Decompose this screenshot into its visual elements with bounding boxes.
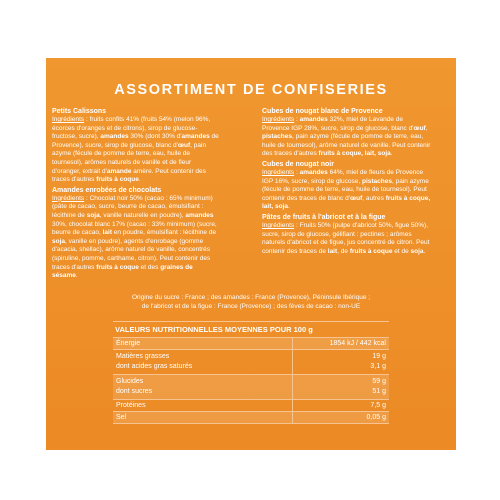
- nutrient-label: [113, 375, 293, 399]
- text-span: , pain azyme (fécule de pomme de terre, eau, huile de tournesol). Peut contenir des traces de blanc d': [262, 177, 429, 202]
- text-span: .: [390, 150, 393, 158]
- text-span: .: [423, 247, 426, 255]
- origin-line: Origine du sucre : France ; des amandes : France (Provence), Péninsule Ibérique ;: [131, 294, 371, 301]
- allergen: pistaches: [361, 177, 392, 185]
- text-span: .: [288, 203, 290, 211]
- section-title: Cubes de nougat noir: [262, 160, 334, 168]
- section-amandes: [52, 186, 220, 281]
- nutrient-value: [293, 350, 389, 374]
- origin-info: [96, 293, 406, 311]
- nutrient-label-main: Matières grasses: [116, 353, 170, 360]
- label-title: ASSORTIMENT DE CONFISERIES: [114, 82, 388, 98]
- allergen: amandes: [299, 168, 328, 176]
- nutrient-label-sub: dont acides gras saturés: [116, 363, 193, 370]
- text-span: .: [75, 272, 78, 280]
- nutrition-row-carbs: [113, 375, 389, 400]
- ingredients-text: [262, 169, 432, 212]
- allergen: amande: [106, 167, 132, 175]
- origin-line: de l'abricot et de la figue : France (Provence) ; des fèves de cacao : non-UE: [141, 303, 361, 310]
- ingredients-label: Ingrédients: [262, 116, 295, 123]
- ingredients-label: Ingrédients: [52, 194, 85, 202]
- section-nougat-noir: [262, 160, 432, 212]
- ingredients-label: Ingrédients: [262, 221, 295, 229]
- nutrient-label-main: Glucides: [116, 378, 144, 385]
- left-column: [52, 107, 220, 282]
- allergen: pistaches: [262, 133, 292, 141]
- nutrient-label: Énergie: [113, 338, 293, 349]
- text-span: amère. Peut contenir des traces d'autres: [52, 167, 206, 184]
- text-span: 30%, chocolat blanc 17% (cacao : 33% minimum) (sucre, beurre de cacao,: [52, 220, 217, 237]
- text-span: .: [138, 176, 141, 184]
- right-column: [262, 107, 432, 257]
- section-title: Cubes de nougat blanc de Provence: [262, 108, 383, 115]
- text-span: , de: [337, 247, 350, 255]
- text-span: : Fruits 50% (pulpe d'abricot 50%, figue 50%), sucre, sirop de glucose, gélifiant : pectines ; arômes naturels d'abricot et de figue, jus concentré de citron. Peut contenir des traces de: [262, 221, 430, 255]
- text-span: 30% (dont 30% d': [128, 133, 182, 141]
- confiserie-label: [46, 58, 456, 450]
- allergen: lait: [327, 247, 338, 255]
- nutrition-table: [113, 321, 389, 424]
- ingredients-label: Ingrédients: [52, 116, 85, 123]
- allergen: œuf: [413, 124, 426, 132]
- nutrient-value: 7,5 g: [370, 402, 386, 409]
- nutrition-row-energy: [113, 338, 389, 350]
- text-span: et des: [138, 263, 161, 271]
- text-span: , vanille naturelle en poudre),: [99, 211, 186, 219]
- nutrient-value: 1854 kJ / 442 kcal: [329, 340, 386, 347]
- allergen: amandes: [100, 133, 129, 141]
- section-nougat-blanc: [262, 107, 432, 159]
- text-span: , autres: [362, 194, 386, 202]
- text-span: , pain azyme (fécule de pomme de terre, eau, huile de tournesol), arômes naturels de vanille et de fleur d'oranger, extrait d': [52, 141, 207, 175]
- text-span: et de: [392, 247, 411, 255]
- nutrient-value: 0,05 g: [366, 414, 386, 421]
- nutrient-value-main: 59 g: [372, 378, 386, 385]
- nutrient-value-sub: 51 g: [372, 388, 386, 395]
- ingredients-text: [262, 222, 432, 256]
- nutrient-label-sub: dont sucres: [116, 388, 153, 395]
- allergen: graines de sésame: [52, 263, 193, 280]
- allergen: œuf: [349, 194, 363, 202]
- ingredients-text: [52, 195, 220, 281]
- nutrient-label: Sel: [113, 412, 293, 423]
- ingredients-label: Ingrédients: [262, 168, 295, 176]
- ingredients-text: [52, 116, 220, 185]
- text-span: :: [294, 116, 300, 123]
- nutrient-value-main: 19 g: [372, 353, 386, 360]
- allergen: fruits à coque: [96, 176, 139, 184]
- section-title: Pâtes de fruits à l'abricot et à la figue: [262, 213, 386, 221]
- allergen: soja: [410, 247, 424, 255]
- text-span: : fruits confits 41% (fruits 54% (melon 96%, écorces d'oranges et de citrons), sirop de glucose-fructose, sucre),: [52, 116, 211, 141]
- section-title: Amandes enrobées de chocolats: [52, 186, 162, 194]
- allergen: soja: [52, 237, 66, 245]
- section-pates-de-fruits: [262, 213, 432, 256]
- text-span: de Provence), sucre, sirop de glucose, blanc d': [52, 133, 219, 149]
- allergen: œuf: [177, 141, 191, 149]
- ingredients-text: [262, 116, 432, 159]
- text-span: : Chocolat noir 50% (cacao : 65% minimum) (pâte de cacao, sucre, beurre de cacao, émulsifiant : lécithine de: [52, 194, 213, 219]
- allergen: amandes: [185, 211, 214, 219]
- section-calissons: [52, 107, 220, 185]
- section-title: Petits Calissons: [52, 108, 107, 115]
- allergen: fruits à coque, lait, soja: [262, 194, 431, 211]
- nutrient-value-sub: 3,1 g: [370, 363, 386, 370]
- text-span: , vanille en poudre), agents d'enrobage (gomme d'acacia, shellac), arôme naturel de vanille, concentrés (spiruline, pomme, carthame, citron). Peut contenir des traces d'autres: [52, 237, 211, 271]
- nutrition-row-fat: [113, 350, 389, 375]
- allergen: fruits à coque: [349, 247, 393, 255]
- allergen: amandes: [299, 116, 328, 123]
- text-span: , pain azyme (fécule de pomme de terre, eau, huile de tournesol), arôme naturel de vanille. Peut contenir des traces d'autres: [262, 133, 431, 158]
- allergen: amandes: [181, 133, 210, 141]
- allergen: soja: [86, 211, 100, 219]
- nutrient-label: Protéines: [113, 400, 293, 411]
- allergen: lait: [102, 229, 112, 237]
- allergen: fruits à coque, lait, soja: [318, 150, 391, 158]
- allergen: fruits à coque: [96, 263, 139, 271]
- text-span: 32%, miel de Lavande de Provence IGP 28%, sucre, sirop de glucose, blanc d': [262, 116, 414, 132]
- text-span: ,: [425, 124, 428, 132]
- text-span: :: [294, 168, 300, 176]
- nutrition-row-salt: [113, 412, 389, 424]
- nutrition-header: VALEURS NUTRITIONNELLES MOYENNES POUR 100 g: [113, 321, 389, 338]
- nutrient-value: [293, 375, 389, 399]
- text-span: 64%, miel de fleurs de Provence IGP 16%, sucre, sirop de glucose,: [262, 168, 424, 185]
- nutrition-row-protein: [113, 400, 389, 412]
- nutrient-label: [113, 350, 293, 374]
- text-span: en poudre, émulsifiant : lécithine de: [112, 229, 217, 237]
